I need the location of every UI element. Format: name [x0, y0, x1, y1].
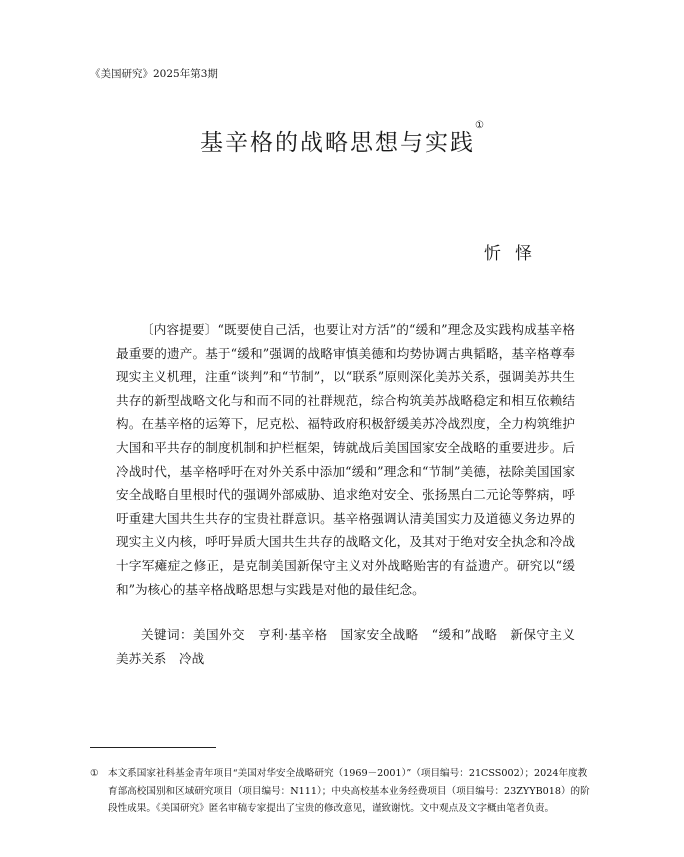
author-name: 忻怿	[484, 244, 546, 264]
footnote-text: 本文系国家社科基金青年项目“美国对华安全战略研究（1969－2001）”（项目编号：21CSS002）；2024年度教育部高校国别和区域研究项目（项目编号：N111）；中央高校基本业务经费项目（项目编号：23ZYYB018）的阶段性成果。《美国研究》匿名审稿专家提出了宝贵的修改意见，谨致谢忱。文中观点及文字概由笔者负责。	[108, 768, 590, 814]
footnote-mark: ①	[90, 768, 99, 779]
journal-issue-header: 《美国研究》2025年第3期	[90, 68, 218, 80]
title-text: 基辛格的战略思想与实践	[200, 130, 476, 156]
article-title	[0, 120, 684, 157]
footnote-divider	[90, 747, 216, 748]
keywords-paragraph: 关键词：美国外交 亨利·基辛格 国家安全战略 “缓和”战略 新保守主义 美苏关系 冷战	[116, 627, 588, 666]
footnote	[90, 765, 596, 818]
abstract-paragraph: 〔内容提要〕“既要使自己活，也要让对方活”的“缓和”理念及实践构成基辛格最重要的遗产。基于“缓和”强调的战略审慎美德和均势协调古典韬略，基辛格尊奉现实主义机理，注重“谈判”和“节制”，以“联系”原则深化美苏关系，强调美苏共生共存的新型战略文化与和而不同的社群规范，综合构筑美苏战略稳定和相互依赖结构。在基辛格的运筹下，尼克松、福特政府积极舒缓美苏冷战烈度，全力构筑维护大国和平共存的制度机制和护栏框架，铸就战后美国国家安全战略的重要进步。后冷战时代，基辛格呼吁在对外关系中添加“缓和”理念和“节制”美德，祛除美国国家安全战略自里根时代的强调外部威胁、追求绝对安全、张扬黑白二元论等弊病，呼吁重建大国共生共存的宝贵社群意识。基辛格强调认清美国实力及道德义务边界的现实主义内核，呼吁异质大国共生共存的战略文化，及其对于绝对安全执念和冷战十字军瘫症之修正，是克制美国新保守主义对外战略贻害的有益遗产。研究以“缓和”为核心的基辛格战略思想与实践是对他的最佳纪念。	[116, 322, 575, 597]
title-footnote-mark: ①	[475, 120, 484, 131]
